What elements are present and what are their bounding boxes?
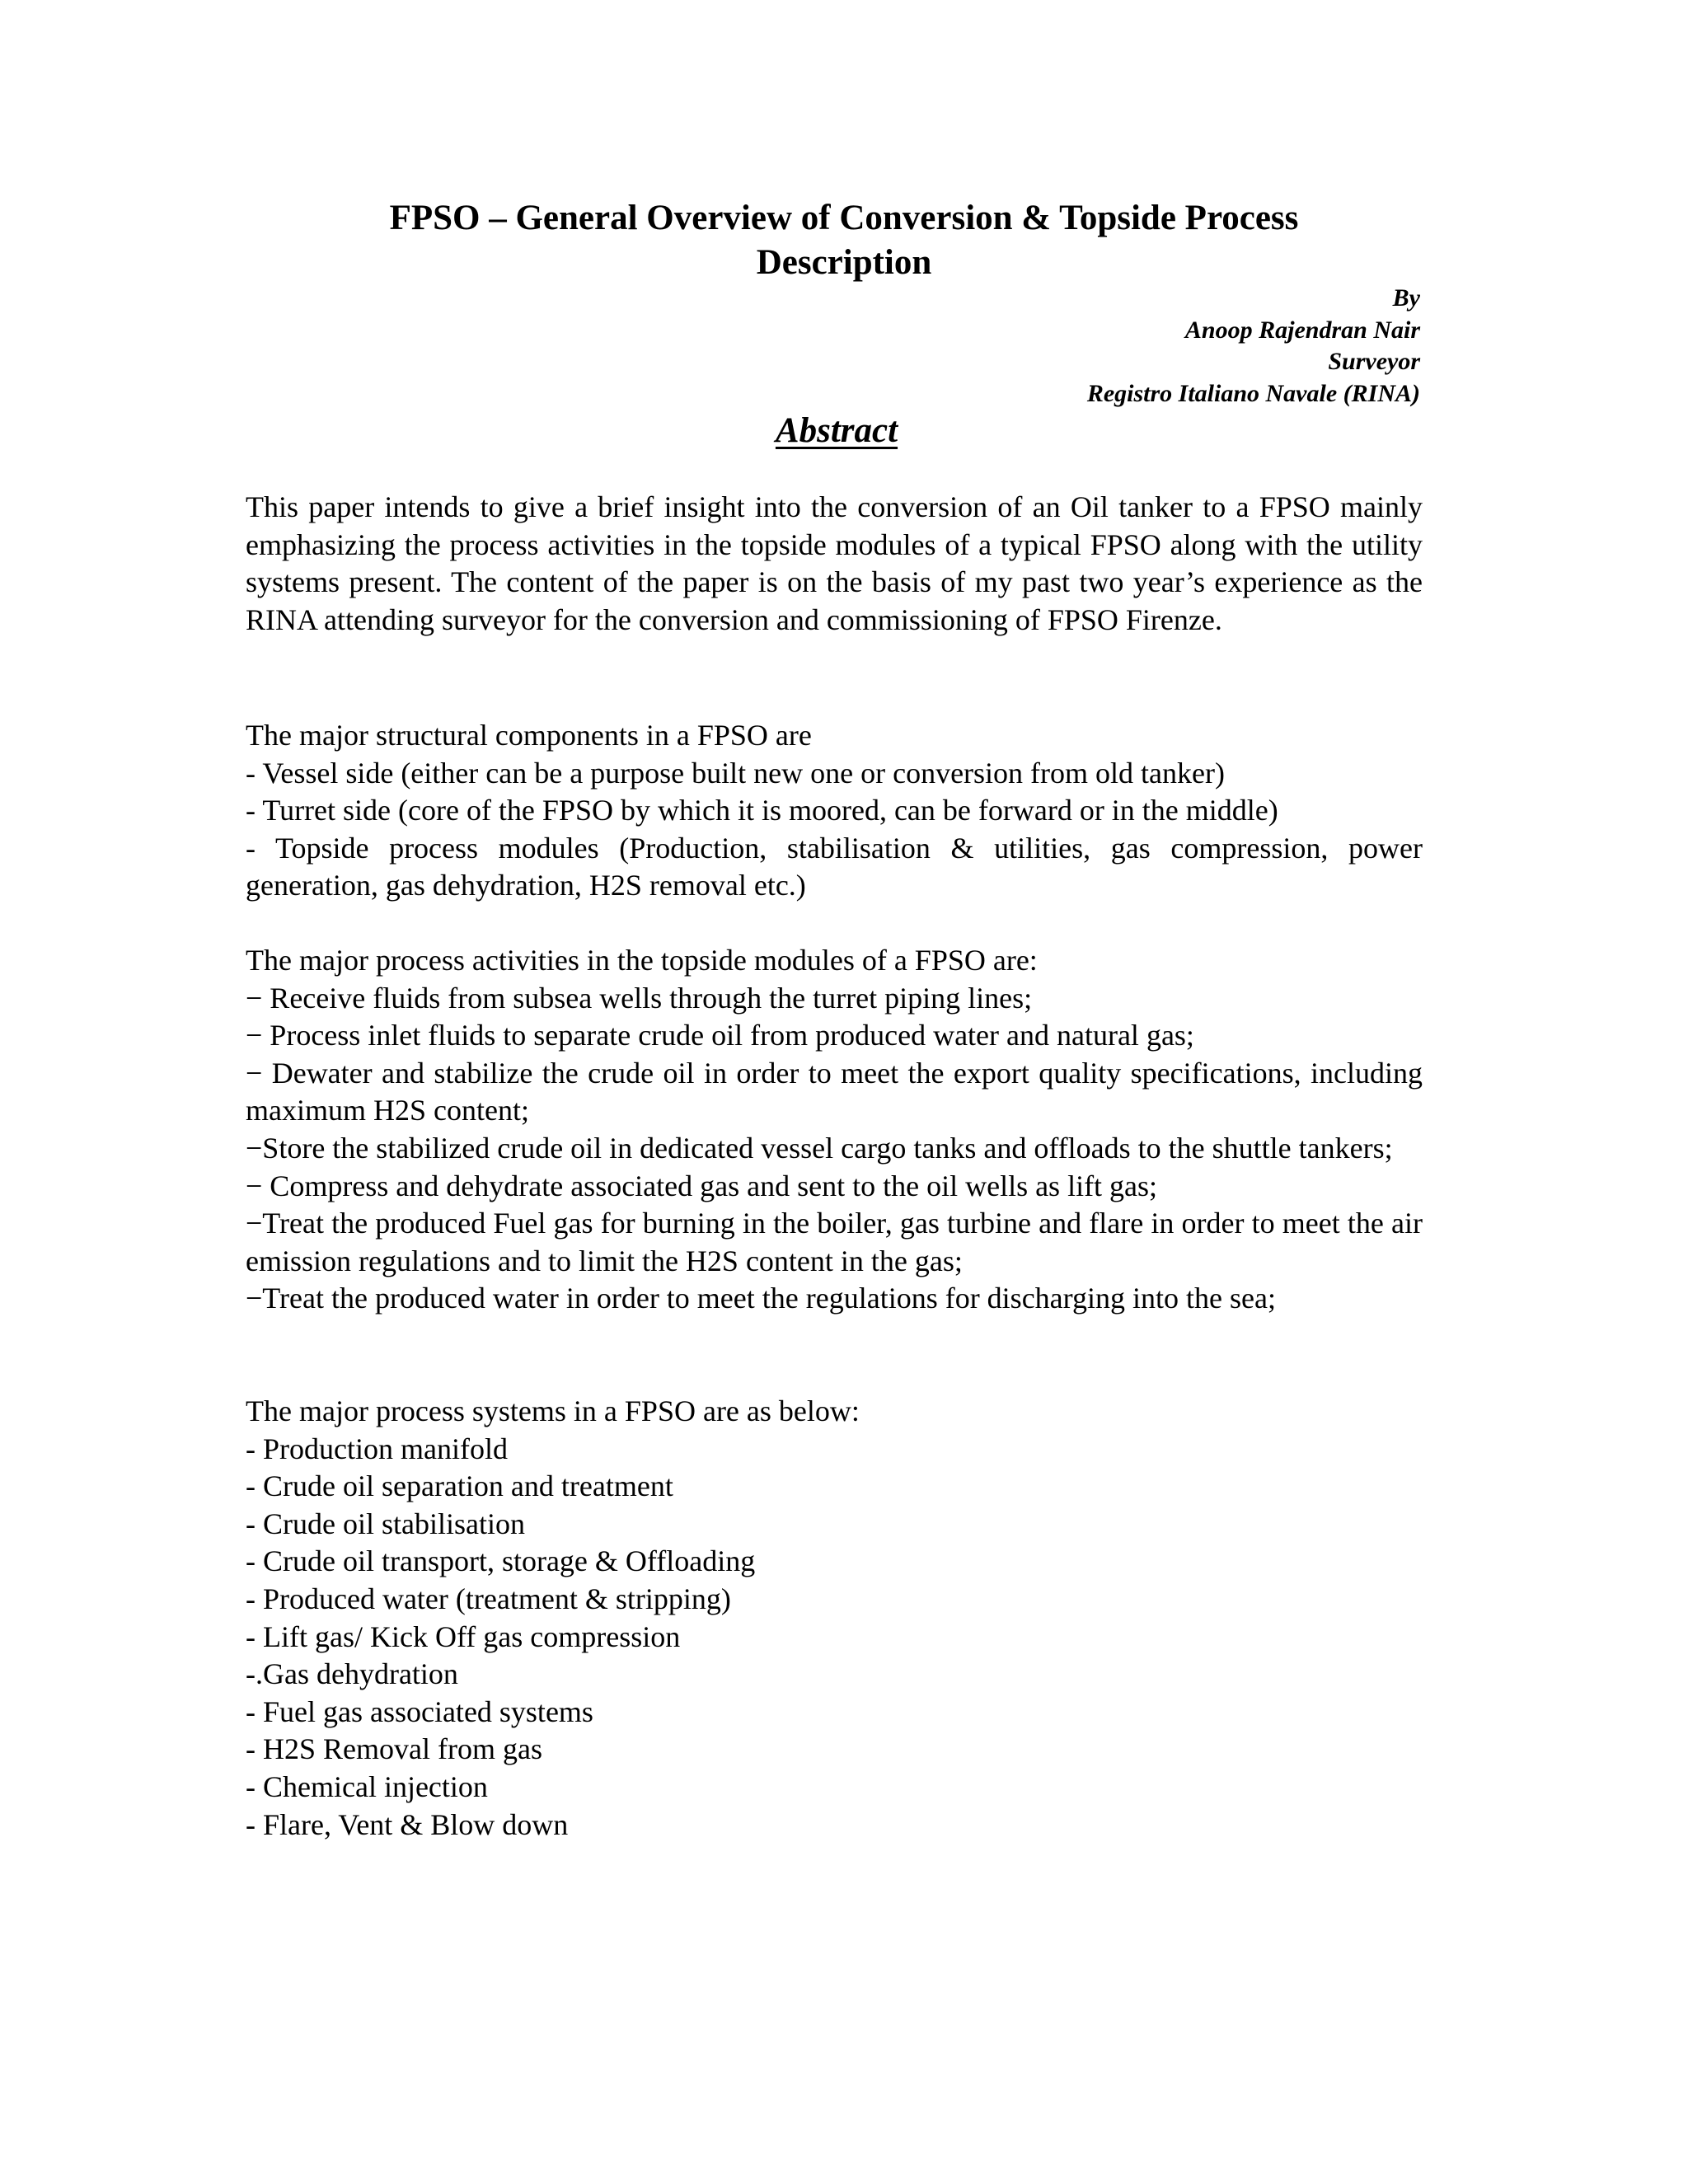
systems-intro: The major process systems in a FPSO are as below: (246, 1394, 860, 1427)
author-organization: Registro Italiano Navale (RINA) (1086, 379, 1420, 407)
system-item: - Lift gas/ Kick Off gas compression (246, 1619, 681, 1653)
process-activities-section (246, 942, 1423, 1318)
abstract-heading: Abstract (775, 411, 898, 450)
activities-intro: The major process activities in the topside modules of a FPSO are: (246, 944, 1038, 977)
system-item: - Chemical injection (246, 1769, 488, 1803)
system-item: - Produced water (treatment & stripping) (246, 1582, 731, 1615)
author-by: By (1392, 284, 1420, 312)
system-item: - Crude oil transport, storage & Offloading (246, 1544, 756, 1578)
activity-item: − Process inlet fluids to separate crude oil from produced water and natural gas; (246, 1019, 1194, 1052)
activity-item: −Store the stabilized crude oil in dedicated vessel cargo tanks and offloads to the shuttle tankers; (246, 1131, 1393, 1165)
system-item: - H2S Removal from gas (246, 1732, 542, 1766)
system-item: - Fuel gas associated systems (246, 1694, 593, 1728)
author-name: Anoop Rajendran Nair (1184, 316, 1420, 344)
structural-item: - Topside process modules (Production, stabilisation & utilities, gas compression, power generation, gas dehydration, H2S removal etc.) (246, 831, 1423, 902)
author-role: Surveyor (1328, 348, 1420, 375)
system-item: - Crude oil stabilisation (246, 1507, 525, 1540)
system-item: -.Gas dehydration (246, 1657, 458, 1691)
activity-item: − Receive fluids from subsea wells through the turret piping lines; (246, 981, 1033, 1015)
structural-item: - Vessel side (either can be a purpose built new one or conversion from old tanker) (246, 756, 1225, 790)
system-item: - Production manifold (246, 1432, 508, 1465)
activity-item: −Treat the produced water in order to meet the regulations for discharging into the sea; (246, 1282, 1276, 1315)
activity-item: − Compress and dehydrate associated gas and sent to the oil wells as lift gas; (246, 1169, 1158, 1202)
activity-item: −Treat the produced Fuel gas for burning in the boiler, gas turbine and flare in order to meet the air emission regulations and to limit the H2S content in the gas; (246, 1207, 1423, 1277)
structural-components-section (246, 717, 1423, 905)
process-systems-section (246, 1393, 1423, 1844)
title-line-1: FPSO – General Overview of Conversion & Topside Process (389, 199, 1299, 237)
structural-intro: The major structural components in a FPSO are (246, 719, 812, 752)
title-line-2: Description (756, 243, 932, 282)
system-item: - Flare, Vent & Blow down (246, 1807, 569, 1841)
structural-item: - Turret side (core of the FPSO by which it is moored, can be forward or in the middle) (246, 794, 1278, 827)
author-block (1087, 283, 1420, 410)
paper-title (247, 196, 1441, 285)
activity-item: − Dewater and stabilize the crude oil in order to meet the export quality specifications, including maximum H2S content; (246, 1056, 1423, 1127)
abstract-paragraph: This paper intends to give a brief insight into the conversion of an Oil tanker to a FPSO mainly emphasizing the process activities in the topside modules of a typical FPSO along with the utility systems present. The content of the paper is on the basis of my past two year’s experience as the RINA attending surveyor for the conversion and commissioning of FPSO Firenze. (246, 490, 1423, 636)
system-item: - Crude oil separation and treatment (246, 1469, 673, 1503)
